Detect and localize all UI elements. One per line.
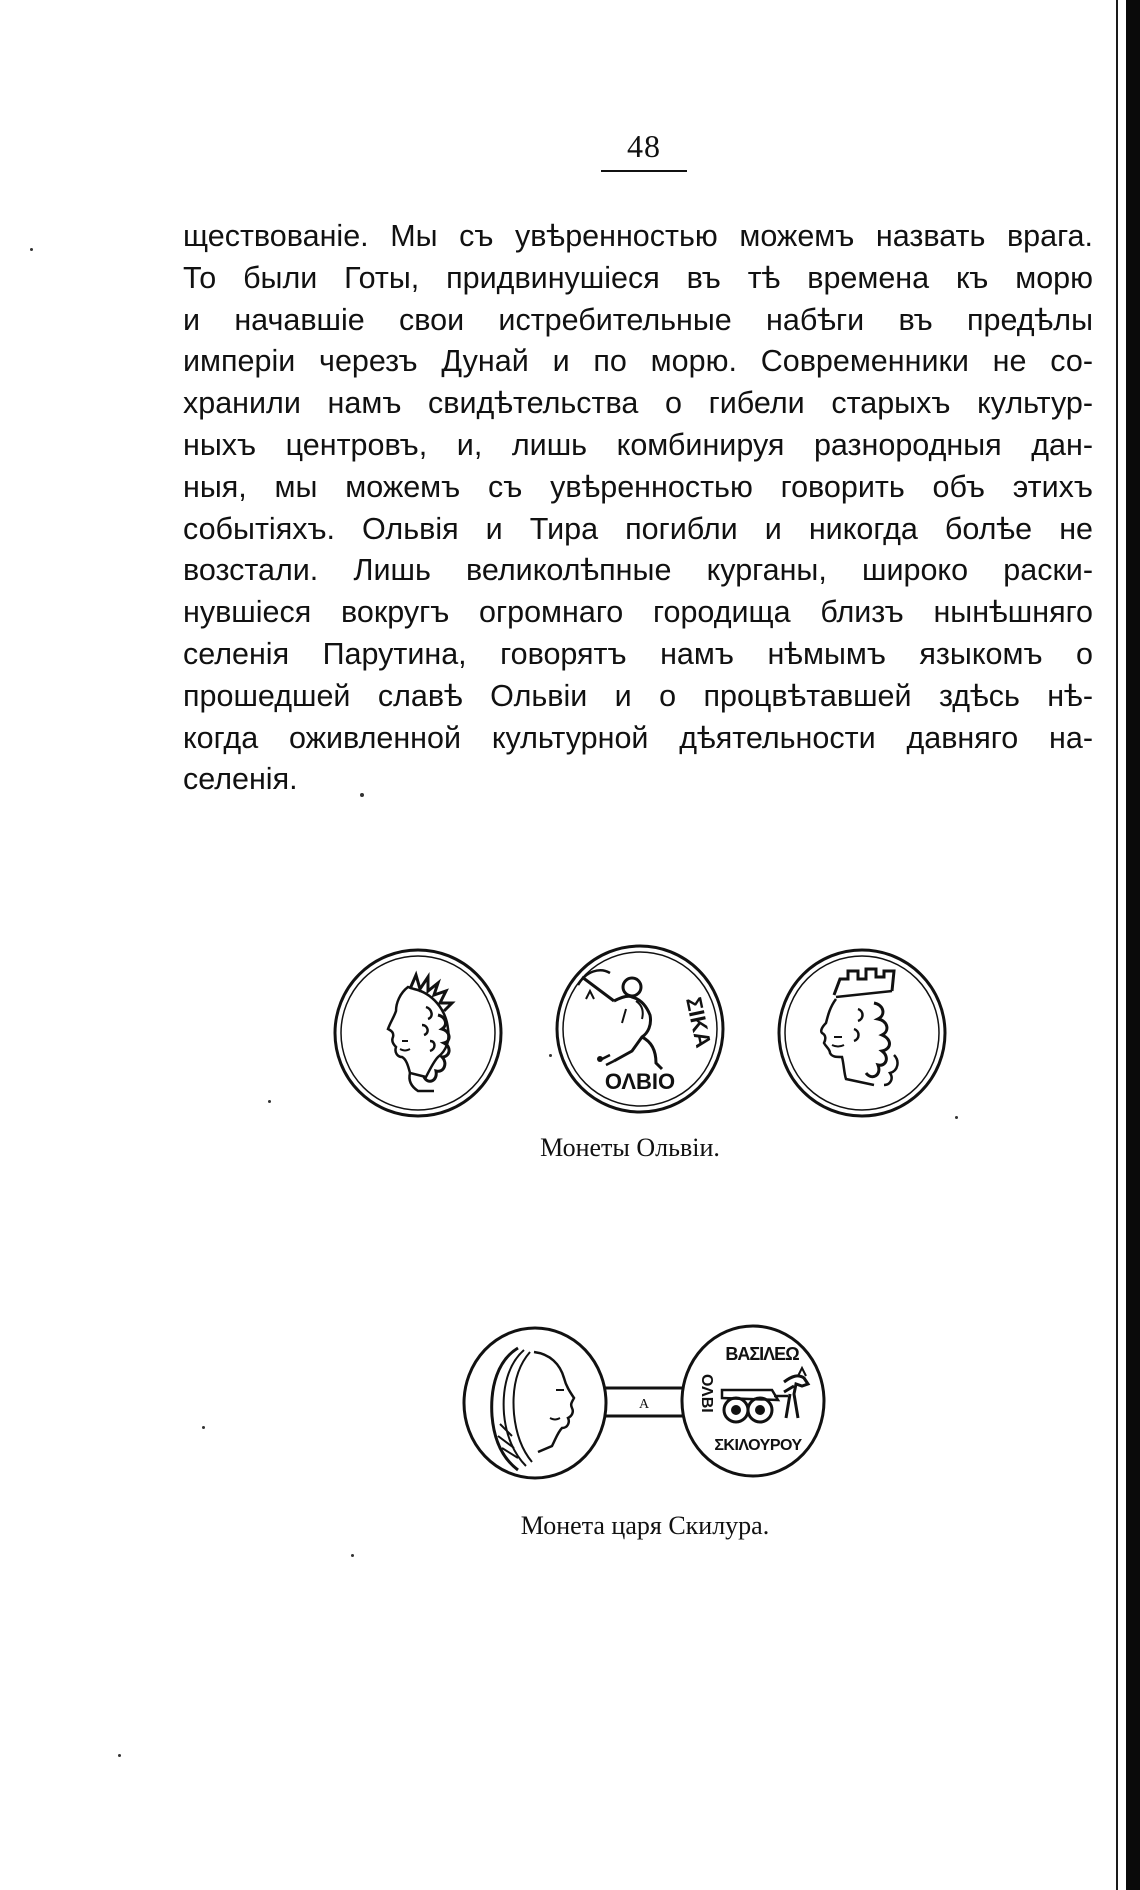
coin-legend-vertical: ΣΙΚΑ	[681, 994, 717, 1051]
scan-speck	[360, 793, 364, 797]
text-line: То были Готы, придвинушіеся въ тѣ времена къ морю	[183, 260, 1093, 295]
binding-edge	[1126, 0, 1140, 1890]
olbia-coins-caption: Монеты Ольвiи.	[540, 1133, 720, 1162]
coin-legend-left: ΟΛΒΙ	[698, 1374, 715, 1413]
connector-mark: A	[638, 1397, 650, 1412]
coin-legend-bottom: ΣΚΙΛΟΥΡΟΥ	[714, 1437, 802, 1454]
veiled-head-coin-icon	[460, 1324, 610, 1482]
coin-connector	[604, 1382, 684, 1422]
scan-speck	[268, 1100, 271, 1103]
body-text	[183, 216, 1093, 801]
text-line: хранили намъ свидѣтельства о гибели старыхъ культур-	[183, 386, 1093, 421]
text-line: имперіи черезъ Дунай и по морю. Современники не со-	[183, 344, 1093, 379]
text-line: когда оживленной культурной дѣятельности давняго на-	[183, 720, 1093, 755]
coin-legend-top: ΒΑΣΙΛΕΩ	[725, 1344, 799, 1364]
text-line: ныхъ центровъ, и, лишь комбинируя разнородныя дан-	[183, 427, 1093, 462]
apollo-head-coin-icon	[330, 945, 506, 1121]
turreted-head-coin-icon	[774, 945, 950, 1121]
coin-legend-bottom: ΟΛΒΙΟ	[604, 1069, 676, 1094]
text-line: селенія Парутина, говорятъ намъ нѣмымъ языкомъ о	[183, 636, 1093, 671]
scan-speck	[955, 1116, 958, 1119]
text-line: событіяхъ. Ольвія и Тира погибли и никогда болѣе не	[183, 511, 1093, 546]
scan-speck	[202, 1426, 205, 1429]
text-line: ныя, мы можемъ съ увѣренностью говорить объ этихъ	[183, 469, 1093, 504]
skilur-coin-caption: Монета царя Скилура.	[520, 1511, 770, 1540]
olbia-coins-figure	[320, 945, 960, 1125]
text-line: и начавшіе свои истребительные набѣги въ предѣлы	[183, 302, 1093, 337]
text-line: селенія.	[183, 762, 298, 797]
scan-speck	[30, 248, 33, 251]
binding-edge-line	[1116, 0, 1118, 1890]
text-line: возстали. Лишь великолѣпные курганы, широко раски-	[183, 553, 1093, 588]
text-line: прошедшей славѣ Ольвіи и о процвѣтавшей здѣсь нѣ-	[183, 678, 1093, 713]
page-number-rule	[601, 170, 687, 172]
text-line: нувшіеся вокругъ огромнаго городища близъ нынѣшняго	[183, 595, 1093, 630]
chariot-coin-icon	[678, 1322, 828, 1480]
scan-speck	[351, 1554, 354, 1557]
scan-speck	[118, 1754, 121, 1757]
page-number: 48	[627, 128, 661, 164]
archer-coin-icon	[552, 941, 728, 1117]
text-line: ществованіе. Мы съ увѣренностью можемъ назвать врага.	[183, 219, 1093, 253]
scan-speck	[549, 1054, 552, 1057]
skilur-coin-figure	[460, 1318, 830, 1494]
